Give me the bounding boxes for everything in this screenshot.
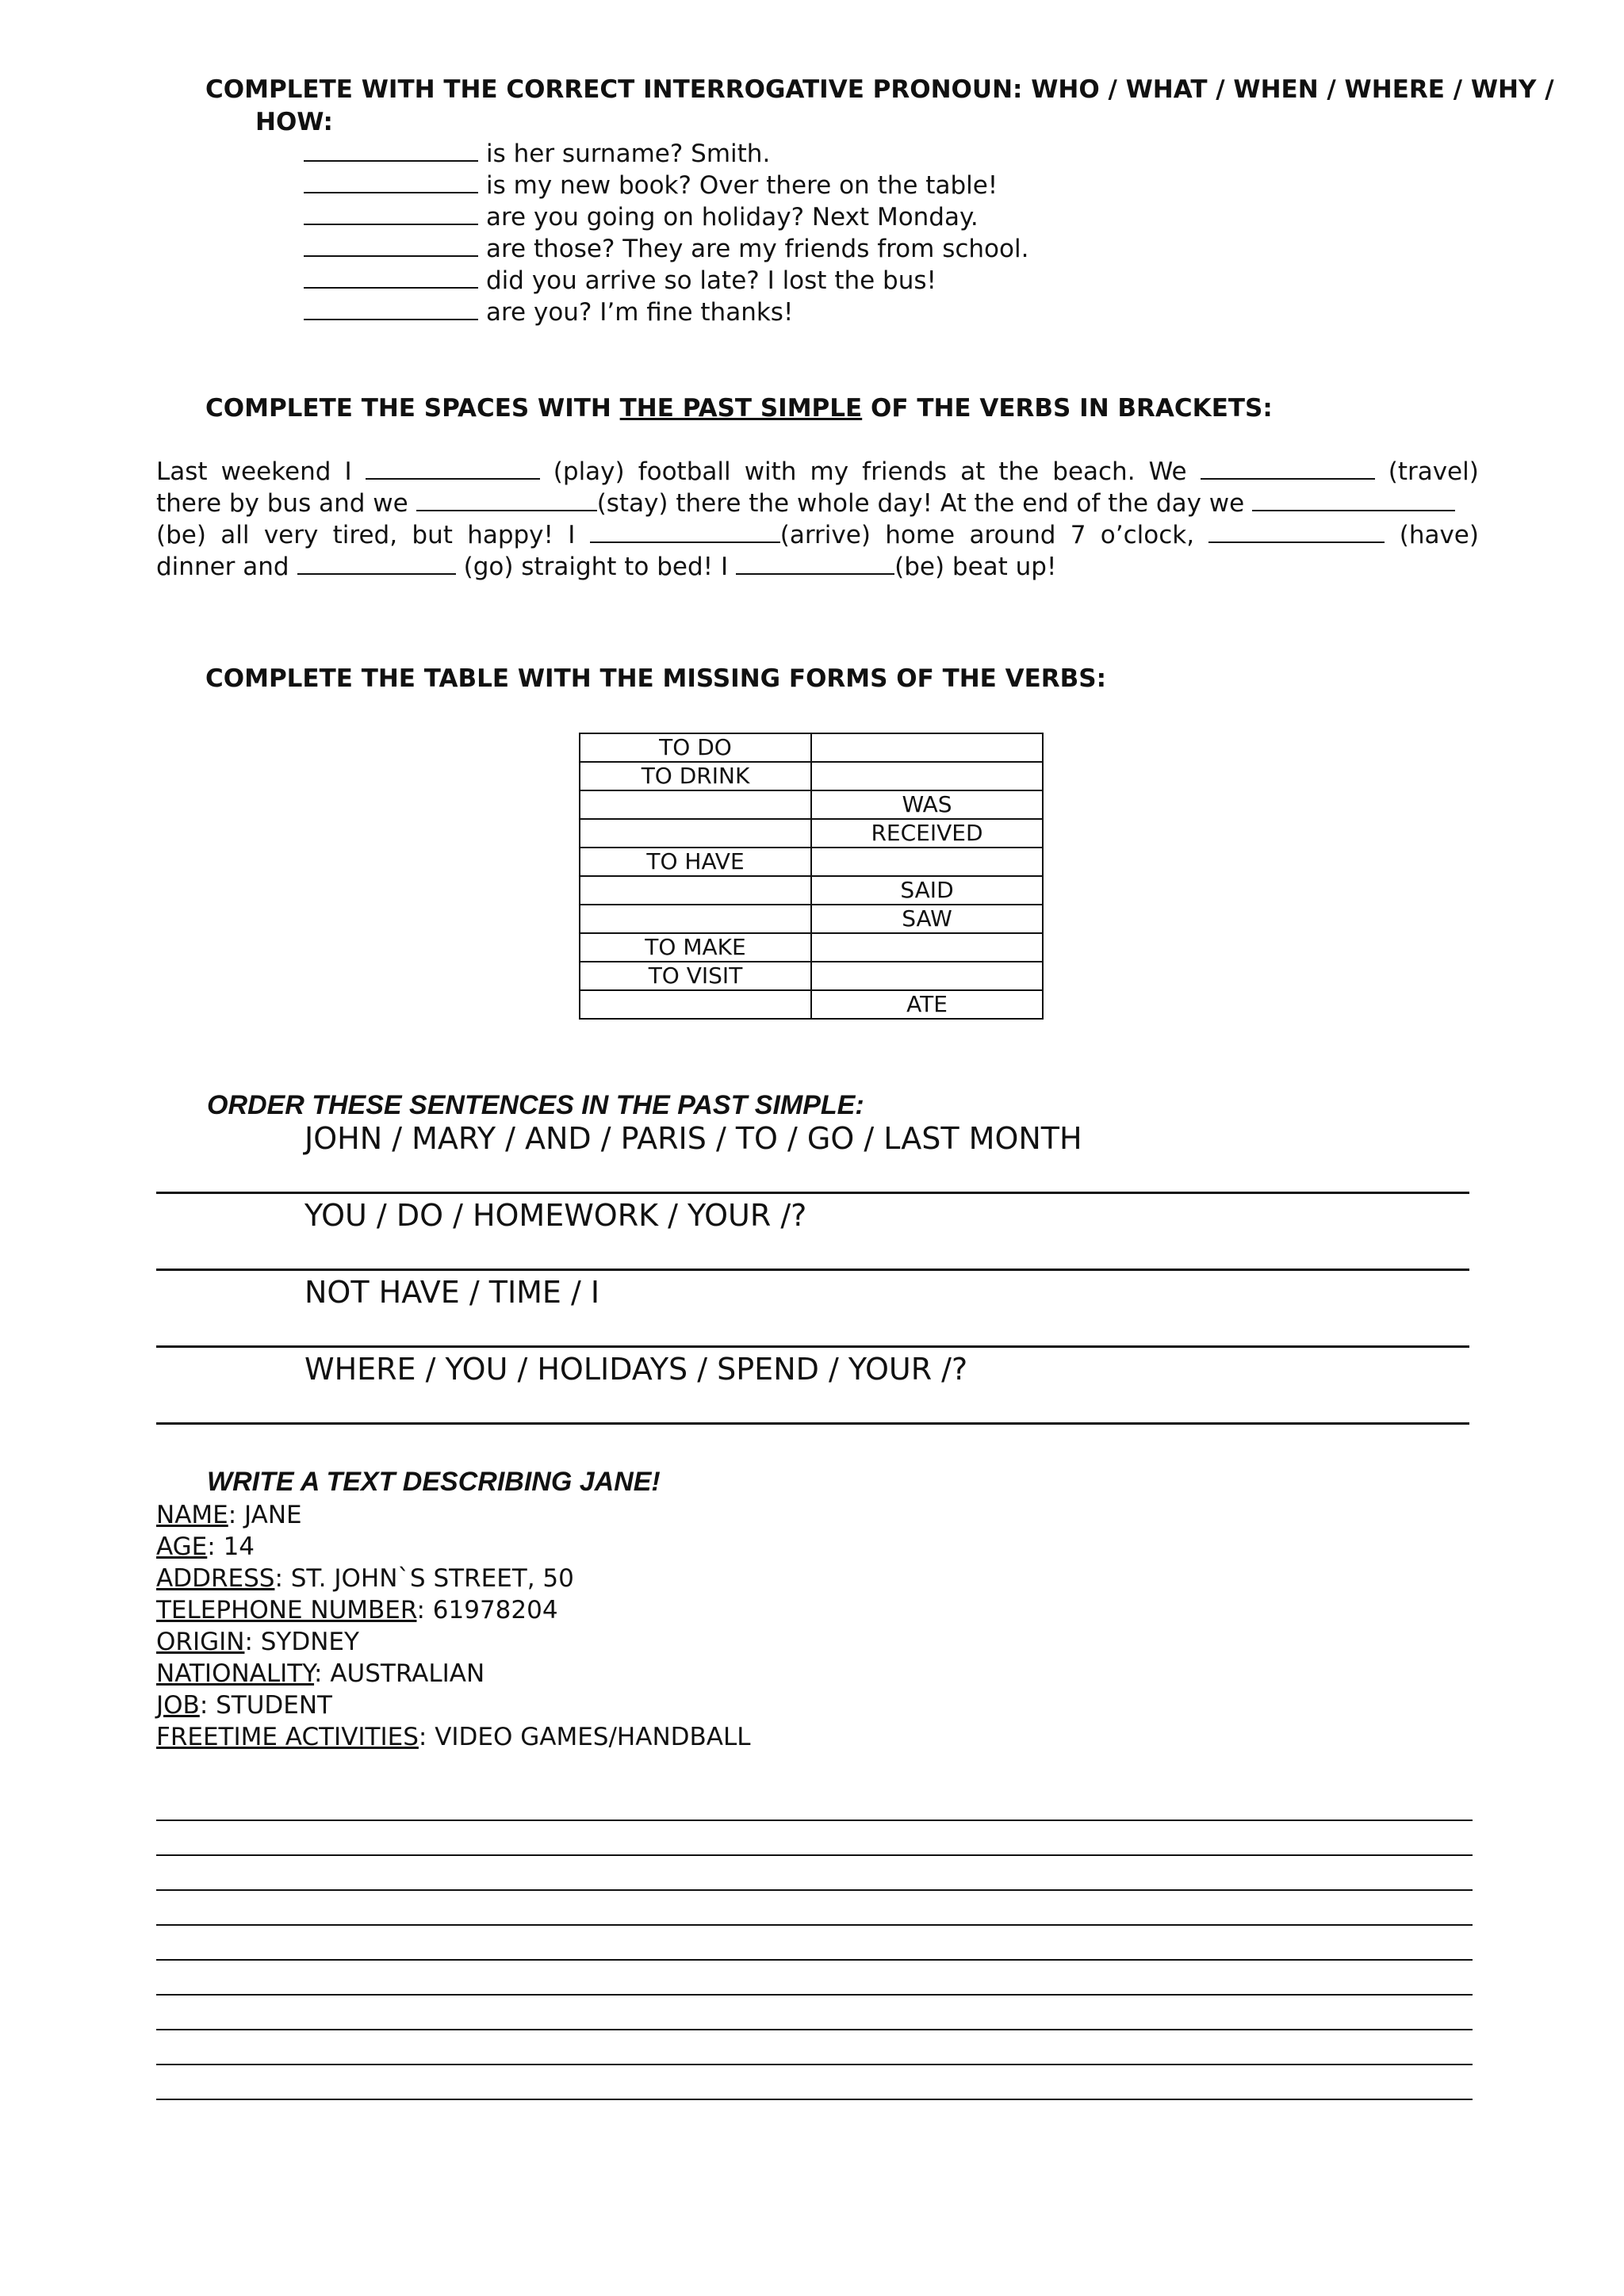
answer-line[interactable]	[156, 1345, 1469, 1348]
writing-line[interactable]	[156, 2064, 1473, 2065]
question-text: are you? I’m fine thanks!	[486, 298, 794, 327]
answer-blank[interactable]	[366, 457, 540, 480]
paragraph-row-4	[156, 553, 1479, 581]
writing-line[interactable]	[156, 2099, 1473, 2100]
answer-blank[interactable]	[1208, 521, 1385, 543]
word: I	[568, 521, 576, 549]
word: my	[810, 457, 849, 486]
writing-line[interactable]	[156, 1994, 1473, 1996]
answer-line[interactable]	[156, 1422, 1469, 1425]
word: very	[263, 521, 319, 549]
question-text: is my new book? Over there on the table!	[486, 171, 998, 200]
infinitive-cell[interactable]	[580, 876, 811, 905]
infinitive-cell[interactable]: TO HAVE	[580, 848, 811, 876]
pronoun-question-5	[304, 266, 936, 295]
sentence-prompt-2: YOU / DO / HOMEWORK / YOUR /?	[304, 1198, 807, 1233]
answer-blank[interactable]	[297, 553, 456, 575]
info-label: NAME	[156, 1501, 228, 1529]
info-label: ORIGIN	[156, 1628, 245, 1656]
heading-underlined: THE PAST SIMPLE	[619, 394, 863, 423]
word: (arrive)	[779, 521, 871, 549]
table-row	[580, 790, 1043, 819]
info-name	[156, 1501, 302, 1529]
table-row	[580, 848, 1043, 876]
pronoun-question-6	[304, 298, 793, 327]
word: friends	[862, 457, 947, 486]
writing-line[interactable]	[156, 2029, 1473, 2030]
info-age	[156, 1533, 255, 1561]
table-row	[580, 762, 1043, 790]
word: beach.	[1052, 457, 1136, 486]
info-telephone	[156, 1596, 558, 1624]
text: (stay) there the whole day! At the end of the day we	[596, 489, 1245, 518]
info-label: JOB	[156, 1691, 200, 1720]
section1-heading-line1: COMPLETE WITH THE CORRECT INTERROGATIVE PRONOUN: WHO / WHAT / WHEN / WHERE / WHY /	[205, 75, 1554, 104]
info-value: : 14	[207, 1533, 255, 1561]
word: the	[998, 457, 1040, 486]
answer-blank[interactable]	[304, 235, 478, 257]
answer-blank[interactable]	[304, 203, 478, 225]
infinitive-cell[interactable]	[580, 990, 811, 1019]
answer-blank[interactable]	[1201, 457, 1375, 480]
question-text: are those? They are my friends from school.	[486, 235, 1029, 263]
word: 7	[1070, 521, 1086, 549]
writing-line[interactable]	[156, 1959, 1473, 1961]
infinitive-cell[interactable]	[580, 790, 811, 819]
word: We	[1148, 457, 1187, 486]
infinitive-cell[interactable]	[580, 905, 811, 933]
text: (be) beat up!	[894, 553, 1057, 581]
word: at	[960, 457, 986, 486]
writing-line[interactable]	[156, 1889, 1473, 1891]
word: weekend	[220, 457, 331, 486]
pronoun-question-2	[304, 171, 998, 200]
answer-blank[interactable]	[1252, 489, 1455, 511]
past-cell[interactable]	[811, 762, 1043, 790]
word: with	[744, 457, 797, 486]
word: but	[412, 521, 453, 549]
pronoun-question-1	[304, 140, 770, 168]
info-value: : STUDENT	[199, 1691, 332, 1720]
verb-forms-table	[579, 733, 1044, 1020]
info-address	[156, 1564, 574, 1593]
heading-part: COMPLETE THE SPACES WITH	[205, 394, 620, 423]
past-cell[interactable]	[811, 733, 1043, 762]
word: (be)	[156, 521, 206, 549]
table-row	[580, 933, 1043, 962]
info-value: : ST. JOHN`S STREET, 50	[274, 1564, 574, 1593]
answer-blank[interactable]	[736, 553, 894, 575]
past-cell[interactable]: WAS	[811, 790, 1043, 819]
info-value: : JANE	[228, 1501, 302, 1529]
info-label: NATIONALITY	[156, 1659, 315, 1688]
past-cell[interactable]: SAID	[811, 876, 1043, 905]
section1-heading	[205, 75, 1554, 104]
infinitive-cell[interactable]: TO VISIT	[580, 962, 811, 990]
question-text: is her surname? Smith.	[486, 140, 771, 168]
question-text: did you arrive so late? I lost the bus!	[486, 266, 936, 295]
word: I	[344, 457, 352, 486]
text: there by bus and we	[156, 489, 408, 518]
blank-with-verb	[590, 521, 871, 549]
past-cell[interactable]: ATE	[811, 990, 1043, 1019]
table-row	[580, 819, 1043, 848]
answer-line[interactable]	[156, 1269, 1469, 1271]
sentence-prompt-4: WHERE / YOU / HOLIDAYS / SPEND / YOUR /?	[304, 1352, 968, 1387]
word: around	[969, 521, 1056, 549]
past-cell[interactable]	[811, 962, 1043, 990]
heading-part: OF THE VERBS IN BRACKETS:	[862, 394, 1273, 423]
word: all	[220, 521, 250, 549]
sentence-prompt-1: JOHN / MARY / AND / PARIS / TO / GO / LAST MONTH	[304, 1121, 1082, 1156]
answer-blank[interactable]	[304, 298, 478, 320]
word: happy!	[467, 521, 553, 549]
past-cell[interactable]	[811, 848, 1043, 876]
text: dinner and	[156, 553, 289, 581]
section5-heading: WRITE A TEXT DESCRIBING JANE!	[207, 1467, 661, 1497]
past-cell[interactable]: RECEIVED	[811, 819, 1043, 848]
info-job	[156, 1691, 332, 1720]
past-cell[interactable]: SAW	[811, 905, 1043, 933]
info-value: : VIDEO GAMES/HANDBALL	[418, 1723, 751, 1751]
section4-heading: ORDER THESE SENTENCES IN THE PAST SIMPLE:	[207, 1090, 864, 1120]
word: Last	[156, 457, 208, 486]
answer-blank[interactable]	[304, 266, 478, 289]
table-row	[580, 733, 1043, 762]
info-label: AGE	[156, 1533, 208, 1561]
word: home	[885, 521, 956, 549]
info-label: FREETIME ACTIVITIES	[156, 1723, 419, 1751]
table-row	[580, 990, 1043, 1019]
question-text: are you going on holiday? Next Monday.	[486, 203, 979, 232]
info-label: TELEPHONE NUMBER	[156, 1596, 417, 1624]
info-value: : 61978204	[416, 1596, 558, 1624]
word: o’clock,	[1100, 521, 1195, 549]
infinitive-cell[interactable]	[580, 819, 811, 848]
answer-blank[interactable]	[416, 489, 597, 511]
infinitive-cell[interactable]: TO DO	[580, 733, 811, 762]
table-row	[580, 905, 1043, 933]
writing-line[interactable]	[156, 1854, 1473, 1856]
section2-heading	[205, 394, 1273, 423]
info-label: ADDRESS	[156, 1564, 275, 1593]
paragraph-row-1	[156, 457, 1479, 486]
info-origin	[156, 1628, 359, 1656]
infinitive-cell[interactable]: TO MAKE	[580, 933, 811, 962]
text: (go) straight to bed! I	[463, 553, 729, 581]
word: (travel)	[1388, 457, 1479, 486]
writing-line[interactable]	[156, 1820, 1473, 1821]
table-row	[580, 962, 1043, 990]
answer-line[interactable]	[156, 1192, 1469, 1194]
info-value: : SYDNEY	[244, 1628, 359, 1656]
answer-blank[interactable]	[304, 171, 478, 193]
writing-line[interactable]	[156, 1924, 1473, 1926]
word: tired,	[332, 521, 398, 549]
info-nationality	[156, 1659, 485, 1688]
sentence-prompt-3: NOT HAVE / TIME / I	[304, 1275, 600, 1310]
word: (have)	[1399, 521, 1479, 549]
table-row	[580, 876, 1043, 905]
section1-heading-line2: HOW:	[255, 108, 333, 136]
word: (play)	[553, 457, 625, 486]
paragraph-row-3	[156, 521, 1479, 549]
pronoun-question-4	[304, 235, 1028, 263]
pronoun-question-3	[304, 203, 979, 232]
info-value: : AUSTRALIAN	[314, 1659, 485, 1688]
info-freetime	[156, 1723, 751, 1751]
answer-blank[interactable]	[590, 521, 780, 543]
word: football	[638, 457, 731, 486]
section3-heading: COMPLETE THE TABLE WITH THE MISSING FORMS OF THE VERBS:	[205, 664, 1107, 693]
past-cell[interactable]	[811, 933, 1043, 962]
answer-blank[interactable]	[304, 140, 478, 162]
infinitive-cell[interactable]: TO DRINK	[580, 762, 811, 790]
paragraph-row-2	[156, 489, 1479, 518]
